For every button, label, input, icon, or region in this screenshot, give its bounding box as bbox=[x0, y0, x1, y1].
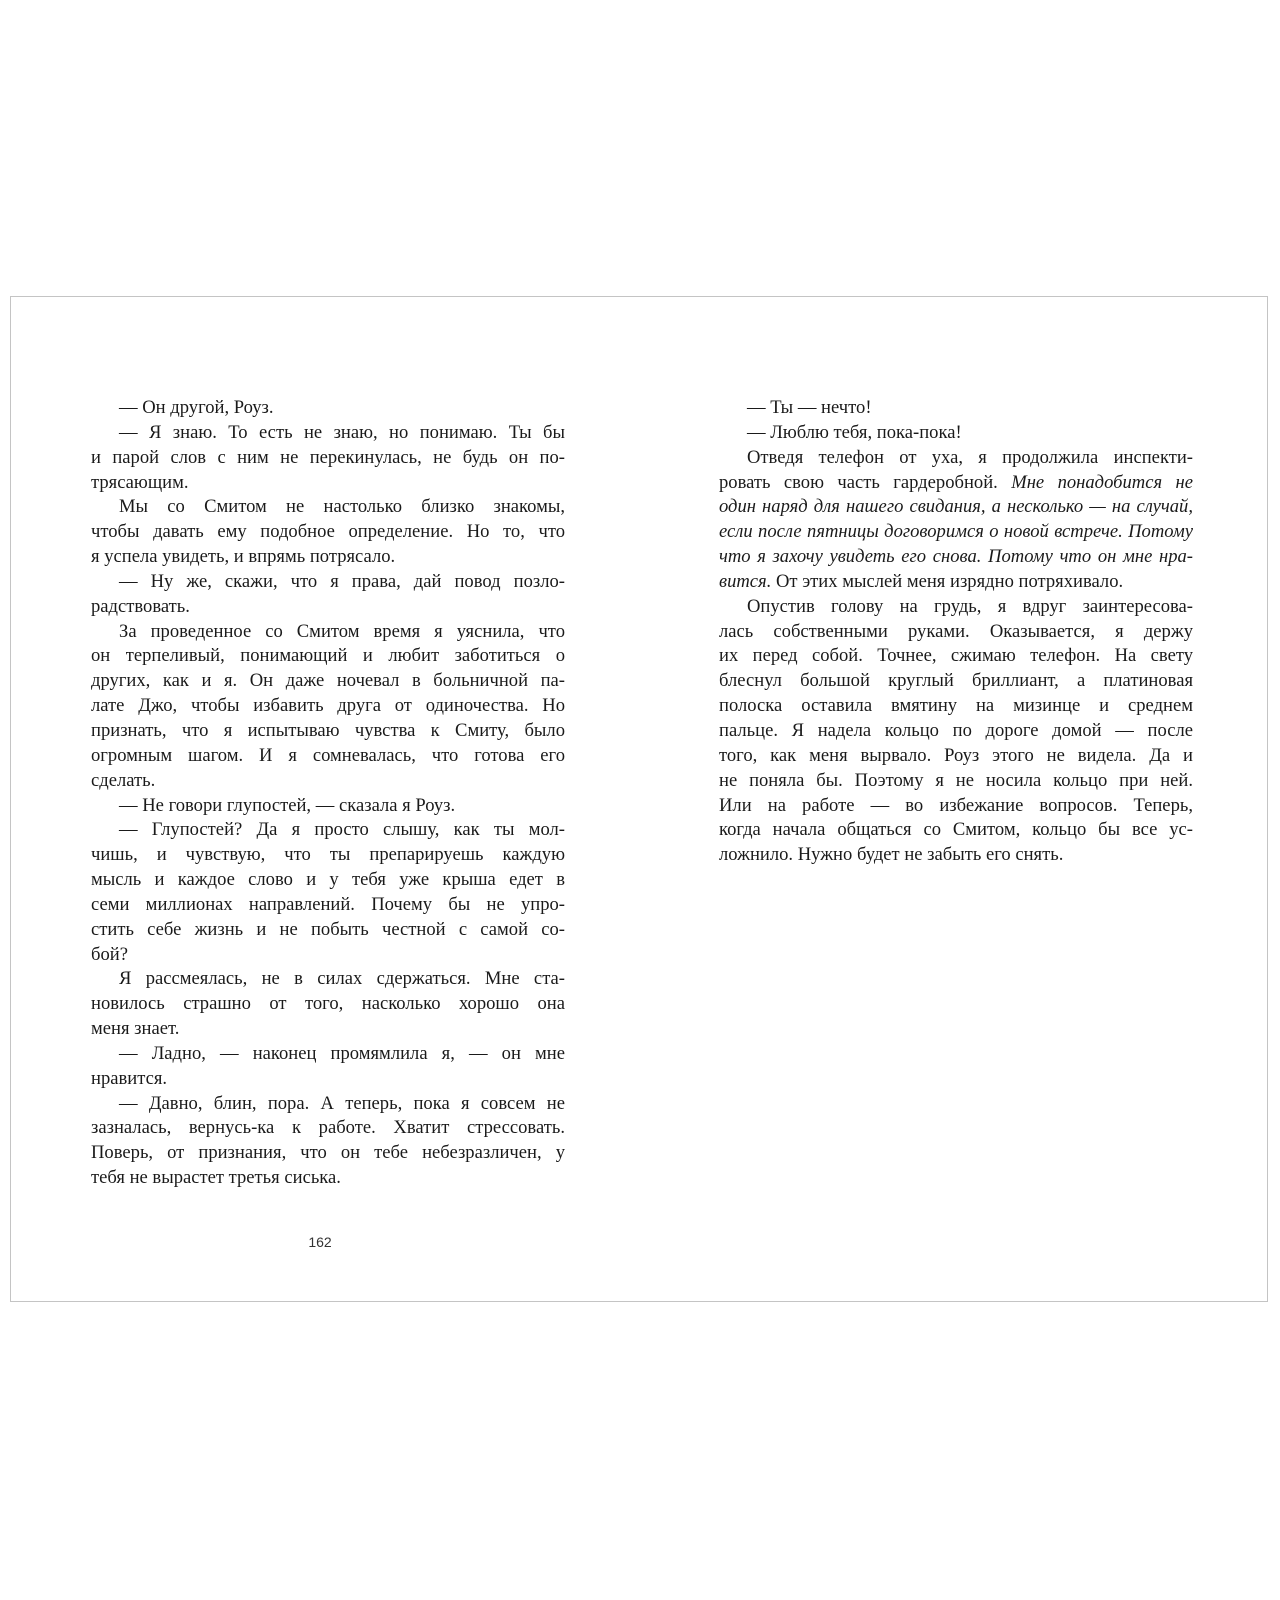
line-text: признать, что я испытываю чувства к Смиту, было bbox=[91, 719, 565, 741]
text-line bbox=[719, 421, 1193, 446]
line-text: — Люблю тебя, пока-пока! bbox=[747, 421, 962, 443]
text-line bbox=[91, 967, 565, 992]
line-text: Я рассмеялась, не в силах сдержаться. Мне ста- bbox=[119, 968, 565, 990]
line-text: — Глупостей? Да я просто слышу, как ты мол- bbox=[119, 819, 565, 841]
italic-text: что я захочу увидеть его снова. Потому что он мне нра- bbox=[719, 546, 1193, 568]
text-line bbox=[91, 992, 565, 1017]
line-text: того, как меня вырвало. Роуз этого не видела. Да и bbox=[719, 744, 1193, 766]
line-text: их перед собой. Точнее, сжимаю телефон. На свету bbox=[719, 645, 1193, 667]
text-line bbox=[719, 396, 1193, 421]
line-text: полоска оставила вмятину на мизинце и среднем bbox=[719, 695, 1193, 717]
text-line bbox=[91, 943, 565, 968]
line-text: чишь, и чувствую, что ты препарируешь каждую bbox=[91, 844, 565, 866]
text-line bbox=[91, 1017, 565, 1042]
line-text: лась собственными руками. Оказывается, я держу bbox=[719, 620, 1193, 642]
text-line bbox=[91, 868, 565, 893]
text-line bbox=[91, 719, 565, 744]
line-text: — Ты — нечто! bbox=[747, 397, 872, 418]
line-text: мысль и каждое слово и у тебя уже крыша едет в bbox=[91, 869, 565, 891]
line-text: лате Джо, чтобы избавить друга от одиночества. Но bbox=[91, 695, 565, 717]
text-line bbox=[91, 769, 565, 794]
text-line bbox=[91, 1141, 565, 1166]
text-line bbox=[719, 694, 1193, 719]
line-text: За проведенное со Смитом время я уяснила, что bbox=[119, 620, 565, 642]
text-line bbox=[91, 545, 565, 570]
text-line bbox=[719, 794, 1193, 819]
text-line bbox=[91, 694, 565, 719]
text-line bbox=[719, 719, 1193, 744]
text-line bbox=[719, 644, 1193, 669]
line-text: стить себе жизнь и не побыть честной с самой со- bbox=[91, 918, 565, 940]
text-line bbox=[91, 744, 565, 769]
line-text: новилось страшно от того, насколько хорошо она bbox=[91, 993, 565, 1015]
line-text: блеснул большой круглый бриллиант, а платиновая bbox=[719, 670, 1193, 692]
text-line bbox=[719, 669, 1193, 694]
line-text: меня знает. bbox=[91, 1018, 180, 1040]
line-text: — Не говори глупостей, — сказала я Роуз. bbox=[119, 794, 456, 816]
text-line bbox=[91, 669, 565, 694]
text-line bbox=[91, 1166, 565, 1191]
line-text: других, как и я. Он даже ночевал в больничной па- bbox=[91, 670, 565, 692]
text-line bbox=[91, 471, 565, 496]
italic-text: если после пятницы договоримся о новой встрече. Потому bbox=[719, 521, 1193, 543]
line-text: огромным шагом. И я сомневалась, что готова его bbox=[91, 744, 565, 766]
line-text: чтобы давать ему подобное определение. Но то, что bbox=[91, 521, 565, 543]
line-text: семи миллионах направлений. Почему бы не упро- bbox=[91, 893, 565, 915]
text-line bbox=[91, 1042, 565, 1067]
text-line bbox=[91, 446, 565, 471]
line-text: — Он другой, Роуз. bbox=[119, 397, 274, 418]
line-text: Поверь, от признания, что он тебе небезразличен, у bbox=[91, 1142, 565, 1164]
line-text: зазналась, вернусь-ка к работе. Хватит стрессовать. bbox=[91, 1117, 565, 1139]
line-text: Опустив голову на грудь, я вдруг заинтересова- bbox=[747, 595, 1193, 617]
line-text: радствовать. bbox=[91, 595, 190, 617]
text-line bbox=[719, 570, 1193, 595]
right-page-text bbox=[719, 396, 1193, 868]
text-line bbox=[91, 818, 565, 843]
italic-text: один наряд для нашего свидания, а несколько — на случай, bbox=[719, 496, 1193, 518]
text-line bbox=[91, 495, 565, 520]
line-text: ложнило. Нужно будет не забыть его снять. bbox=[719, 844, 1064, 866]
text-line bbox=[91, 570, 565, 595]
text-line bbox=[719, 818, 1193, 843]
line-text: Отведя телефон от уха, я продолжила инспекти- bbox=[747, 446, 1193, 468]
line-text: пальце. Я надела кольцо по дороге домой — после bbox=[719, 719, 1193, 741]
text-line bbox=[719, 843, 1193, 868]
text-line bbox=[719, 471, 1193, 496]
text-line bbox=[91, 595, 565, 620]
line-text: — Давно, блин, пора. А теперь, пока я совсем не bbox=[119, 1092, 565, 1114]
text-line bbox=[719, 769, 1193, 794]
page-number: 162 bbox=[308, 1234, 332, 1250]
line-text: нравится. bbox=[91, 1067, 168, 1089]
text-line bbox=[91, 644, 565, 669]
text-line bbox=[91, 1116, 565, 1141]
line-text: — Ладно, — наконец промямлила я, — он мне bbox=[119, 1042, 565, 1064]
text-line bbox=[719, 446, 1193, 471]
text-line bbox=[91, 843, 565, 868]
text-line bbox=[91, 396, 565, 421]
text-line bbox=[91, 1092, 565, 1117]
line-text: он терпеливый, понимающий и любит заботиться о bbox=[91, 645, 565, 667]
text-line bbox=[91, 421, 565, 446]
italic-text: Мне понадобится не bbox=[1011, 471, 1193, 493]
text-line bbox=[719, 595, 1193, 620]
italic-text: вится. bbox=[719, 570, 772, 592]
line-text: тебя не вырастет третья сиська. bbox=[91, 1167, 341, 1189]
line-text: — Ну же, скажи, что я права, дай повод позло- bbox=[119, 570, 565, 592]
line-text: Или на работе — во избежание вопросов. Теперь, bbox=[719, 794, 1193, 816]
text-line bbox=[719, 545, 1193, 570]
line-text: ровать свою часть гардеробной. bbox=[719, 471, 1012, 493]
text-line bbox=[91, 794, 565, 819]
line-text: я успела увидеть, и впрямь потрясало. bbox=[91, 546, 396, 568]
text-line bbox=[719, 520, 1193, 545]
line-text: сделать. bbox=[91, 769, 156, 791]
text-line bbox=[91, 520, 565, 545]
text-line bbox=[91, 620, 565, 645]
text-line bbox=[91, 918, 565, 943]
line-text: когда начала общаться со Смитом, кольцо бы все ус- bbox=[719, 819, 1193, 841]
line-text: бой? bbox=[91, 943, 128, 965]
left-page-text bbox=[91, 396, 565, 1191]
line-text: и парой слов с ним не перекинулась, не будь он по- bbox=[91, 446, 565, 468]
line-text: трясающим. bbox=[91, 471, 189, 493]
line-text: — Я знаю. То есть не знаю, но понимаю. Ты бы bbox=[119, 421, 565, 443]
text-line bbox=[91, 893, 565, 918]
line-text: От этих мыслей меня изрядно потряхивало. bbox=[771, 570, 1124, 592]
line-text: Мы со Смитом не настолько близко знакомы, bbox=[119, 496, 565, 518]
text-line bbox=[719, 495, 1193, 520]
line-text: не поняла бы. Поэтому я не носила кольцо при ней. bbox=[719, 769, 1193, 791]
text-line bbox=[91, 1067, 565, 1092]
text-line bbox=[719, 620, 1193, 645]
text-line bbox=[719, 744, 1193, 769]
